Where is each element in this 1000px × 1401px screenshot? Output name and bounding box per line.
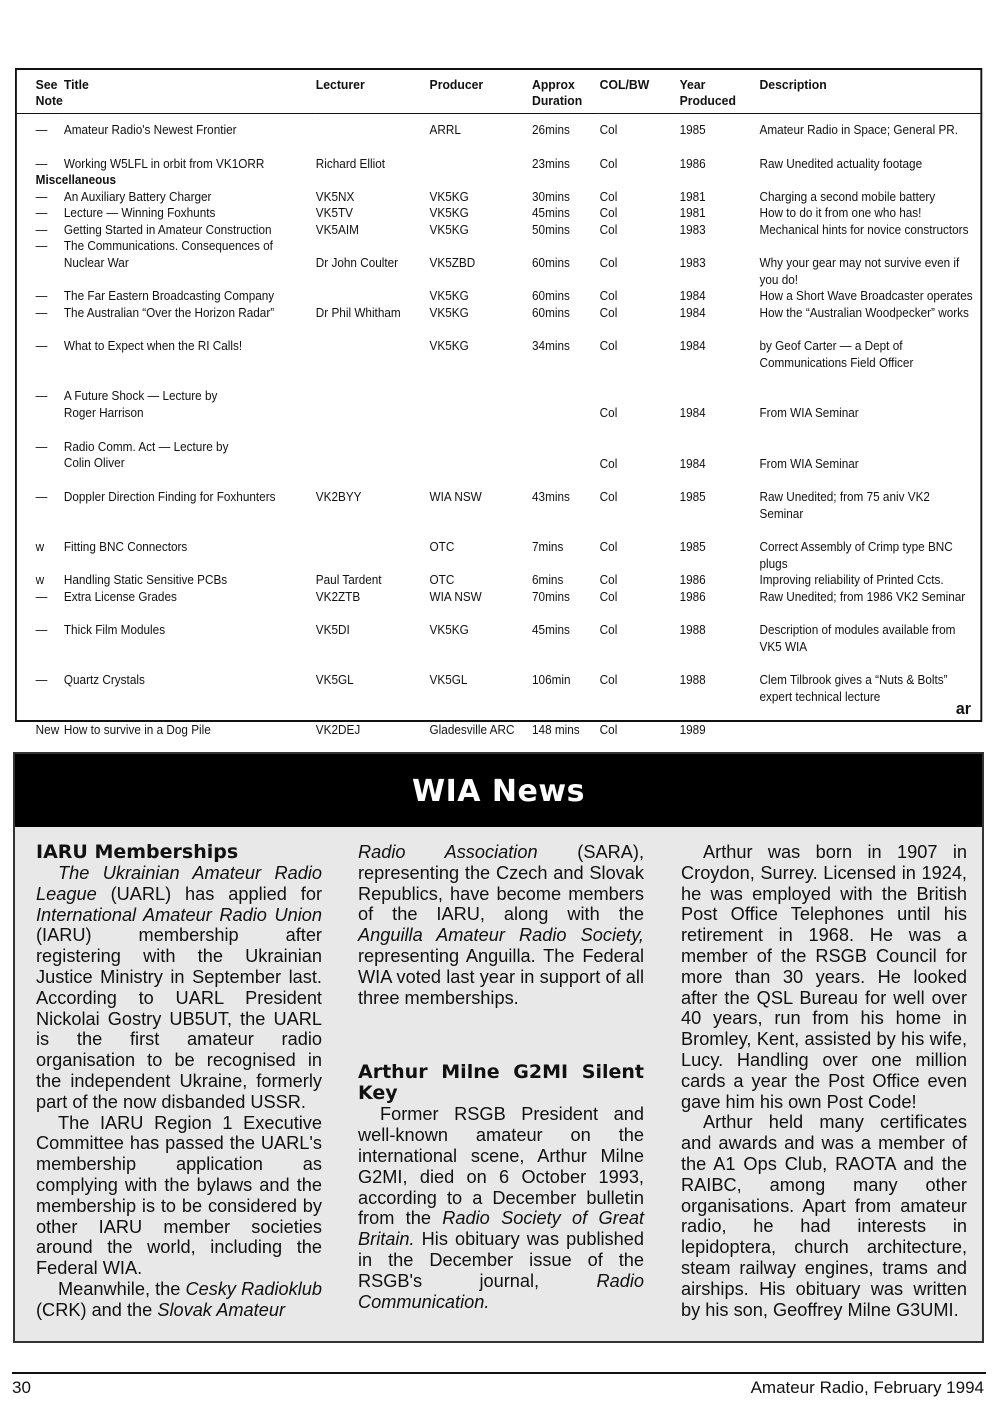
cell-note: New [35,723,60,737]
header-title: Title [64,70,316,114]
cell-colbw: Col [599,123,618,137]
header-duration: Approx Duration [532,70,600,114]
title-line-2: Colin Oliver [63,456,125,470]
cell-producer [430,439,532,473]
cell-duration [532,439,600,473]
header-colbw: COL/BW [600,70,680,114]
cell-duration: 45mins [532,623,570,637]
end-mark: ar [955,698,971,718]
table-row [17,288,981,305]
row-spacer [17,605,981,622]
cell-lecturer: VK5DI [315,623,350,637]
magazine-issue: Amateur Radio, February 1994 [750,1378,984,1397]
cell-lecturer: Dr John Coulter [315,256,399,270]
cell-producer [430,156,532,173]
row-spacer [17,655,981,672]
header-description: Description [759,70,980,114]
cell-colbw: Col [599,456,618,471]
row-spacer-cell [17,472,981,489]
cell-year: 1984 [679,305,706,320]
header-lecturer: Lecturer [316,70,430,114]
cell-lecturer: Paul Tardent [315,573,382,587]
cell-duration: 34mins [532,339,570,353]
cell-note: — [35,156,48,171]
news-column-2 [358,842,644,1312]
table-row [17,622,981,655]
cell-title: An Auxiliary Battery Charger [63,189,212,204]
row-spacer [17,321,981,338]
cell-year: 1988 [679,623,706,637]
row-spacer-cell [17,139,981,156]
cell-producer [430,388,532,422]
cell-year: 1986 [679,156,706,171]
cell-duration: 43mins [532,490,570,504]
wia-news-box [13,752,984,1343]
cell-description: From WIA Seminar [759,406,859,420]
cell-lecturer: VK5TV [315,206,354,220]
cell-title: Handling Static Sensitive PCBs [63,573,228,587]
cell-description: Improving reliability of Printed Ccts. [759,573,944,587]
cell-title [64,238,316,288]
row-spacer-cell [17,321,981,338]
title-line-1: Radio Comm. Act — Lecture by [63,439,229,454]
cell-title: Thick Film Modules [63,623,166,637]
milne-paragraph-2: Arthur was born in 1907 in Croydon, Surrey. Licensed in 1924, he was employed with the British Post Office Telephones until his retirement in 1968. He was a member of the RSGB Council for more than 30 years. He looked after the QSL Bureau for well over 40 years, run from his home in Bromley, Kent, assisted by his wife, Lucy. Handling over one million cards a year the Post Office even gave him his own Post Code! [681,842,967,1112]
table-row [17,238,981,288]
iaru-paragraph-1: The Ukrainian Amateur Radio League (UARL) has applied for International Amateur Radio Union (IARU) membership after registering with the Ukrainian Justice Ministry in September last. According to UARL President Nickolai Gostry UB5UT, the UARL is the first amateur radio organisation to be recognised in the independent Ukraine, formerly part of the now disbanded USSR. [36,863,322,1112]
cell-note: w [35,573,45,587]
footer-rule [12,1372,986,1374]
row-spacer-cell [17,522,981,539]
cell-title: Extra License Grades [63,589,177,604]
header-year: Year Produced [680,70,760,114]
cell-lecturer [316,439,430,473]
cell-lecturer: VK5NX [315,189,355,204]
cell-producer: VK5KG [429,339,469,353]
iaru-paragraph-2: The IARU Region 1 Executive Committee has passed the UARL's membership application as complying with the bylaws and the membership is to be considered by other IARU member societies around the world, including the Federal WIA. [36,1112,322,1279]
cell-colbw: Col [599,305,618,320]
cell-note: — [35,673,48,687]
cell-note: — [35,490,48,504]
cell-lecturer [316,114,430,139]
row-spacer-cell [17,605,981,622]
cell-title: Quartz Crystals [63,673,145,687]
video-library-table-box [15,68,982,737]
cell-colbw: Col [599,540,618,554]
cell-note: — [35,222,48,237]
cell-lecturer: Richard Elliot [315,156,386,171]
cell-colbw: Col [599,723,618,737]
table-header-row [17,70,981,114]
cell-description: Charging a second mobile battery [759,189,936,204]
cell-title: Doppler Direction Finding for Foxhunters [63,490,276,504]
cell-description: by Geof Carter — a Dept of Communications Field Officer [759,339,914,370]
cell-duration: 60mins [532,305,570,320]
cell-description: Description of modules available from VK5 WIA [759,623,956,654]
cell-year: 1981 [679,189,706,204]
cell-duration: 23mins [532,156,570,171]
table-row [17,205,981,222]
cell-duration: 7mins [532,540,564,554]
news-header: WIA News [15,754,982,827]
cell-colbw: Col [599,573,618,587]
cell-year: 1984 [679,339,706,353]
row-spacer-cell [17,371,981,388]
cell-note: — [35,206,48,220]
row-spacer [17,139,981,156]
cell-note: — [35,123,48,137]
cell-duration: 70mins [532,589,570,604]
cell-duration: 60mins [532,256,570,270]
section-label: Miscellaneous [35,173,117,187]
cell-title: Working W5LFL in orbit from VK1ORR [63,156,265,171]
header-see-note: See Note [17,70,64,114]
cell-colbw: Col [599,189,618,204]
cell-duration: 50mins [532,222,570,237]
cell-producer: VK5KG [429,222,469,237]
table-row [17,114,981,139]
cell-colbw: Col [599,406,618,420]
table-row [17,722,981,739]
cell-note: — [35,623,48,637]
cell-title: How to survive in a Dog Pile [63,723,211,737]
row-spacer [17,422,981,439]
cell-producer: Gladesville ARC [429,723,515,737]
row-spacer [17,705,981,722]
page-number: 30 [12,1378,31,1397]
cell-lecturer: VK5AIM [315,222,359,237]
cell-duration [532,388,600,422]
cell-colbw: Col [599,339,618,353]
video-table [17,70,981,772]
cell-producer: WIA NSW [429,490,482,504]
cell-title: The Australian “Over the Horizon Radar” [63,305,275,320]
cell-lecturer: VK2ZTB [315,589,361,604]
cell-producer: VK5KG [429,623,469,637]
cell-year: 1985 [679,123,706,137]
cell-duration: 30mins [532,189,570,204]
iaru-paragraph-3: Meanwhile, the Cesky Radioklub (CRK) and the Slovak Amateur [36,1278,322,1320]
cell-producer: VK5KG [429,189,469,204]
cell-colbw: Col [599,589,618,604]
table-row [17,572,981,589]
cell-description: Amateur Radio in Space; General PR. [759,123,959,137]
cell-title: Fitting BNC Connectors [63,540,188,554]
iaru-heading: IARU Memberships [36,841,239,863]
cell-lecturer [316,539,430,572]
column-spacer [358,1008,644,1062]
cell-colbw: Col [599,222,618,237]
cell-year: 1981 [679,206,706,220]
cell-colbw: Col [599,673,618,687]
table-row [17,589,981,606]
cell-colbw: Col [599,256,618,270]
cell-producer: VK5KG [429,206,469,220]
cell-description: Correct Assembly of Crimp type BNC plugs [759,540,953,571]
cell-colbw: Col [599,490,618,504]
cell-producer: OTC [429,540,455,554]
cell-lecturer [316,338,430,371]
milne-paragraph-1: Former RSGB President and well-known amateur on the international scene, Arthur Milne G2MI, died on 6 October 1993, according to a December bulletin from the Radio Society of Great Britain. His obituary was published in the December issue of the RSGB's journal, Radio Communication. [358,1104,644,1312]
cell-description: Raw Unedited actuality footage [759,156,923,171]
cell-producer: VK5GL [429,673,468,687]
news-column-3 [681,842,967,1320]
table-row [17,305,981,322]
cell-description: How to do it from one who has! [759,206,922,220]
cell-colbw: Col [599,623,618,637]
cell-producer: OTC [429,573,455,587]
cell-producer: VK5ZBD [429,256,476,270]
cell-duration: 148 mins [532,723,580,737]
table-body [17,114,981,773]
cell-year: 1984 [679,289,706,303]
milne-heading: Arthur Milne G2MI Silent Key [358,1061,644,1105]
row-spacer [17,472,981,489]
cell-duration: 6mins [532,573,564,587]
table-row [17,539,981,572]
cell-description [759,722,980,739]
news-column-1 [36,842,322,1321]
cell-note: — [35,239,48,253]
table-row [17,338,981,371]
table-section-row [17,172,981,189]
cell-colbw: Col [599,206,618,220]
cell-title [64,439,316,473]
cell-lecturer [316,288,430,305]
cell-description: Why your gear may not survive even if you do! [759,256,960,287]
table-row [17,222,981,239]
cell-year: 1986 [679,573,706,587]
title-line-1: The Communications. Consequences of [63,239,273,253]
cell-year: 1983 [679,256,706,270]
cell-year: 1986 [679,589,706,604]
row-spacer-cell [17,422,981,439]
iaru-paragraph-4: Radio Association (SARA), representing the Czech and Slovak Republics, have become members of the IARU, along with the Anguilla Amateur Radio Society, representing Anguilla. The Federal WIA voted last year in support of all three memberships. [358,842,644,1008]
header-producer: Producer [430,70,532,114]
row-spacer [17,522,981,539]
cell-lecturer: VK2BYY [315,490,362,504]
cell-lecturer: Dr Phil Whitham [315,305,401,320]
cell-title [64,388,316,422]
cell-year: 1985 [679,490,706,504]
cell-description: Raw Unedited; from 75 aniv VK2 Seminar [759,490,930,521]
cell-description: How the “Australian Woodpecker” works [759,305,969,320]
table-row [17,672,981,705]
cell-note: — [35,305,48,320]
cell-description: Raw Unedited; from 1986 VK2 Seminar [759,589,966,604]
table-row [17,439,981,473]
cell-producer: VK5KG [429,305,469,320]
cell-title: Amateur Radio's Newest Frontier [63,123,237,137]
cell-description: Clem Tilbrook gives a “Nuts & Bolts” expert technical lecture [759,673,948,704]
cell-note: — [35,289,48,303]
title-line-2: Nuclear War [63,255,129,270]
cell-duration: 106min [532,673,571,687]
row-spacer [17,371,981,388]
title-line-2: Roger Harrison [63,405,144,420]
cell-note: — [35,339,48,353]
cell-description: Mechanical hints for novice constructors [759,222,969,237]
cell-producer: VK5KG [429,289,469,303]
cell-lecturer: VK5GL [315,673,354,687]
cell-note: w [35,540,45,554]
table-row [17,489,981,522]
row-spacer-cell [17,655,981,672]
cell-note: — [35,389,48,403]
cell-year: 1988 [679,673,706,687]
cell-title: The Far Eastern Broadcasting Company [63,289,275,303]
cell-year: 1985 [679,540,706,554]
cell-producer: WIA NSW [429,589,482,604]
cell-duration: 26mins [532,123,570,137]
cell-title: Getting Started in Amateur Construction [63,222,272,237]
cell-duration: 60mins [532,289,570,303]
cell-lecturer: VK2DEJ [315,723,361,737]
table-row [17,388,981,422]
cell-producer: ARRL [429,123,461,137]
cell-year: 1984 [679,456,706,471]
cell-description: From WIA Seminar [759,456,859,471]
cell-lecturer [316,388,430,422]
row-spacer-cell [17,705,981,722]
cell-note: — [35,589,48,604]
milne-paragraph-3: Arthur held many certificates and awards and was a member of the A1 Ops Club, RAOTA and the RAIBC, among many other organisations. Apart from amateur radio, he had interests in lepidoptera, church architecture, steam railway engines, trams and airships. His obituary was written by his son, Geoffrey Milne G3UMI. [681,1112,967,1320]
title-line-1: A Future Shock — Lecture by [63,389,218,403]
cell-note: — [35,189,48,204]
cell-description: How a Short Wave Broadcaster operates [759,289,973,303]
cell-title: Lecture — Winning Foxhunts [63,206,216,220]
cell-colbw: Col [599,289,618,303]
table-row [17,156,981,173]
cell-title: What to Expect when the RI Calls! [63,339,243,353]
table-row [17,189,981,206]
cell-year: 1989 [679,723,706,737]
cell-year: 1983 [679,222,706,237]
cell-duration: 45mins [532,206,570,220]
cell-year: 1984 [679,406,706,420]
cell-note: — [35,439,48,454]
cell-colbw: Col [599,156,618,171]
